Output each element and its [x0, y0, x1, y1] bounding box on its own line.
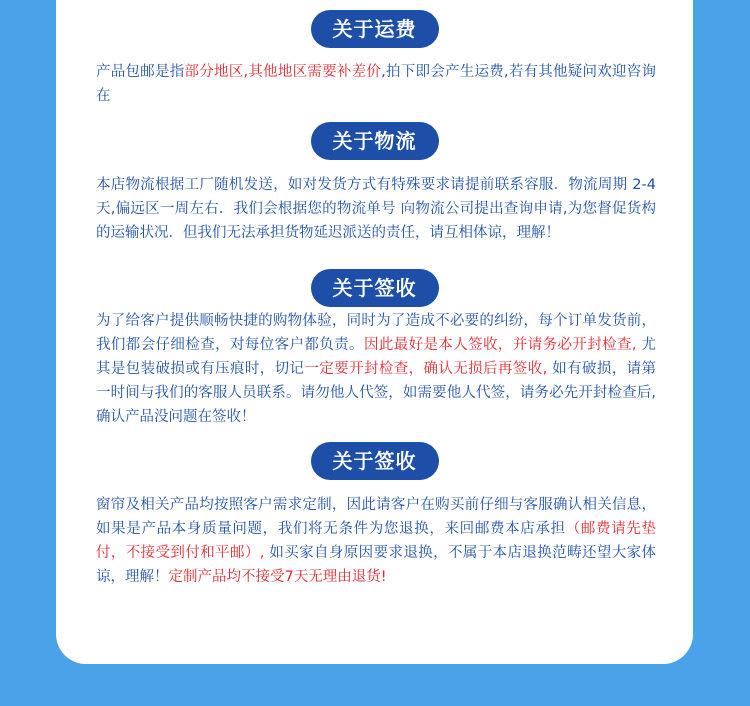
- text-segment-emphasis: （邮费请先垫付，不接受到付和平邮）,: [96, 521, 656, 561]
- text-segment-emphasis: 部分地区,其他地区需要补差价: [184, 64, 382, 80]
- heading-shipping-fee: 关于运费: [311, 10, 439, 48]
- text-segment: 为了给客户提供顺畅快捷的购物体验，同时为了造成不必要的纠纷，每个订单发货前，我们都会仔细检查，对每位客户都负责。: [96, 313, 656, 353]
- info-card: [56, 0, 693, 664]
- logistics-text: [96, 173, 656, 245]
- text-segment: 如买家自身原因要求退换，不属于本店退换范畴还望大家体谅，理解！: [96, 545, 657, 585]
- heading-signing: 关于签收: [311, 269, 439, 307]
- text-segment-emphasis: 定制产品均不接受7天无理由退货!: [168, 569, 387, 585]
- shipping-fee-text: [96, 60, 656, 108]
- text-segment: 产品包邮是指: [96, 64, 185, 80]
- text-segment-emphasis: 一定要开封检查，确认无损后再签收,: [304, 361, 548, 377]
- text-segment-emphasis: 因此最好是本人签收，并请务必开封检查,: [363, 337, 637, 353]
- custom-returns-text: [96, 493, 656, 589]
- text-segment: 本店物流根据工厂随机发送，如对发货方式有特殊要求请提前联系容服．物流周期 2-4 天,偏远区一周左右．我们会根据您的物流单号 向物流公司提出查询申请,为您督促货构的运输状况．但我们无法承担货物延迟派送的责任，请互相体谅，理解！: [96, 177, 656, 241]
- text-segment: ,拍下即会产生运费,若有其他疑问欢迎咨询在: [96, 64, 657, 104]
- heading-logistics: 关于物流: [311, 122, 439, 160]
- text-segment: 如有破损，请第一时间与我们的客服人员联系。请勿他人代签，如需要他人代签，请务必先开封检查后,确认产品没问题在签收！: [96, 361, 657, 425]
- heading-custom-returns: 关于签收: [311, 442, 439, 480]
- signing-text: [96, 309, 656, 429]
- text-segment: 窗帘及相关产品均按照客户需求定制，因此请客户在购买前仔细与客服确认相关信息，如果是产品本身质量问题，我们将无条件为您退换，来回邮费本店承担: [96, 497, 656, 537]
- text-segment: 尤其是包装破损或有压痕时，切记: [96, 337, 657, 377]
